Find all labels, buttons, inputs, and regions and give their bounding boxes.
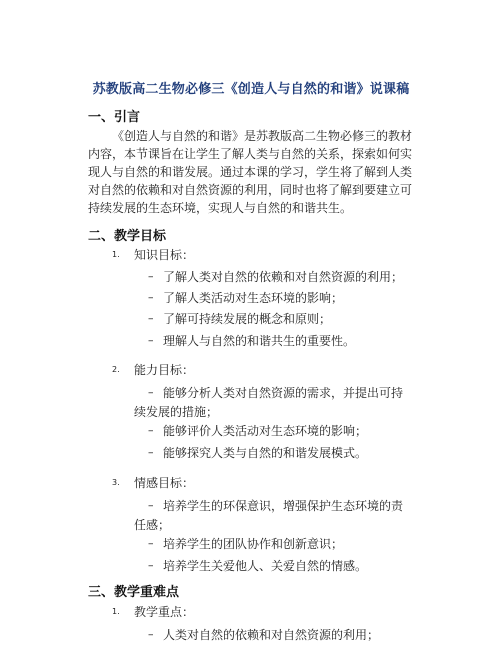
- paragraph-line: 内容，本节课旨在让学生了解人类与自然的关系，探索如何实: [88, 147, 413, 161]
- bullet-marker: –: [148, 312, 154, 325]
- bullet-marker: –: [148, 386, 154, 399]
- list-label: 情感目标：: [134, 476, 195, 490]
- bullet-marker: –: [148, 424, 154, 437]
- bullet-item: 理解人与自然的和谐共生的重要性。: [163, 334, 356, 348]
- bullet-marker: –: [148, 499, 154, 512]
- bullet-marker: –: [148, 291, 154, 304]
- paragraph-line: 《创造人与自然的和谐》是苏教版高二生物必修三的教材: [112, 129, 413, 143]
- bullet-item: 能够分析人类对自然资源的需求，并提出可持: [163, 386, 404, 400]
- bullet-marker: –: [148, 537, 154, 550]
- list-number: 1.: [112, 250, 120, 259]
- bullet-marker: –: [148, 446, 154, 459]
- bullet-marker: –: [148, 559, 154, 572]
- section-heading-key-points: 三、教学重难点: [88, 585, 180, 600]
- bullet-item: 了解人类对自然的依赖和对自然资源的利用；: [163, 270, 404, 284]
- paragraph-line: 对自然的依赖和对自然资源的利用，同时也将了解到要建立可: [88, 183, 413, 197]
- section-heading-intro: 一、引言: [88, 110, 141, 125]
- list-number: 2.: [112, 365, 120, 374]
- paragraph-line: 现人与自然的和谐发展。通过本课的学习，学生将了解到人类: [88, 165, 413, 179]
- bullet-item: 了解人类活动对生态环境的影响；: [163, 291, 344, 305]
- list-label: 教学重点：: [134, 605, 195, 619]
- list-number: 1.: [112, 607, 120, 616]
- bullet-continuation: 续发展的措施；: [134, 405, 219, 419]
- bullet-item: 了解可持续发展的概念和原则；: [163, 312, 332, 326]
- list-label: 能力目标：: [134, 363, 195, 377]
- bullet-marker: –: [148, 270, 154, 283]
- bullet-marker: –: [148, 628, 154, 641]
- bullet-continuation: 任感；: [134, 518, 171, 532]
- bullet-item: 培养学生的环保意识，增强保护生态环境的责: [163, 499, 404, 513]
- bullet-item: 能够探究人类与自然的和谐发展模式。: [163, 446, 368, 460]
- bullet-item: 培养学生关爱他人、关爱自然的情感。: [163, 559, 368, 573]
- list-label: 知识目标：: [134, 248, 195, 262]
- list-number: 3.: [112, 478, 120, 487]
- section-heading-objectives: 二、教学目标: [88, 229, 167, 244]
- bullet-item: 培养学生的团队协作和创新意识；: [163, 537, 344, 551]
- bullet-item: 能够评价人类活动对生态环境的影响；: [163, 424, 368, 438]
- document-title: 苏教版高二生物必修三《创造人与自然的和谐》说课稿: [92, 82, 410, 97]
- bullet-item: 人类对自然的依赖和对自然资源的利用；: [163, 628, 380, 642]
- paragraph-line: 持续发展的生态环境，实现人与自然的和谐共生。: [88, 201, 353, 215]
- bullet-marker: –: [148, 334, 154, 347]
